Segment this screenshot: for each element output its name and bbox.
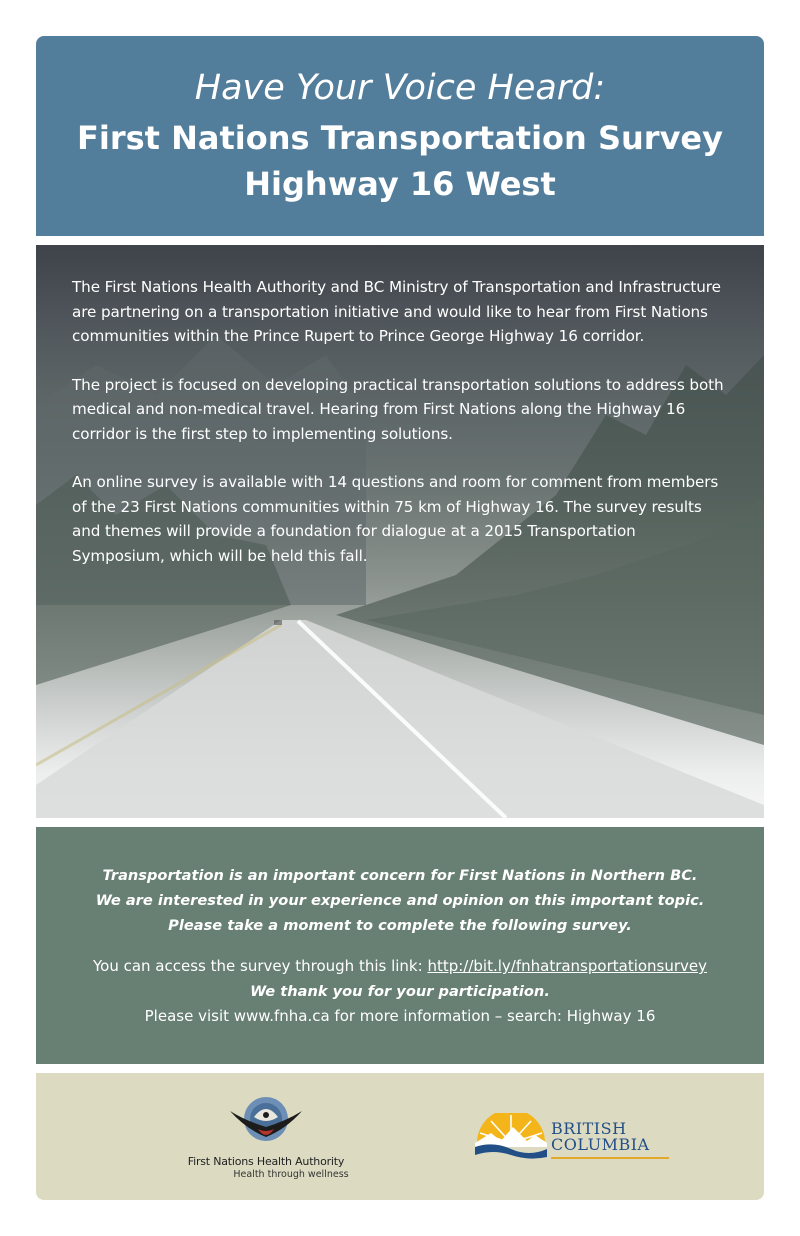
- survey-link[interactable]: http://bit.ly/fnhatransportationsurvey: [427, 957, 708, 975]
- access-prefix: You can access the survey through this link:: [92, 957, 428, 975]
- banner-kicker: Have Your Voice Heard:: [194, 68, 606, 108]
- fnha-logo: [166, 1095, 366, 1180]
- logos-footer: [36, 1073, 764, 1200]
- title-banner: [36, 36, 764, 236]
- fnha-name: First Nations Health Authority: [187, 1155, 345, 1168]
- bc-gold-rule: [551, 1157, 669, 1159]
- message-line-1: Transportation is an important concern for First Nations in Northern BC.: [102, 867, 698, 884]
- message-line-3: Please take a moment to complete the following survey.: [168, 917, 632, 934]
- access-line: [36, 954, 764, 979]
- bc-word-british: BRITISH: [551, 1119, 627, 1138]
- survey-message: [36, 827, 764, 1064]
- message-line-2: We are interested in your experience and opinion on this important topic.: [95, 892, 705, 909]
- intro-paragraph-2: The project is focused on developing practical transportation solutions to address both medical and non-medical travel. Hearing from First Nations along the Highway 16 corridor is the first step to implementing solutions.: [72, 375, 724, 443]
- fnha-emblem-icon: [226, 1095, 306, 1149]
- intro-paragraph-3: An online survey is available with 14 questions and room for comment from members of the 23 First Nations communities within 75 km of Highway 16. The survey results and themes will provide a foundation for dialogue at a 2015 Transportation Symposium, which will be held this fall.: [72, 473, 719, 565]
- highway-photo-section: [36, 245, 764, 818]
- banner-title: First Nations Transportation Survey: [77, 119, 723, 157]
- intro-text: [72, 275, 732, 592]
- visit-line: Please visit www.fnha.ca for more information – search: Highway 16: [144, 1007, 656, 1025]
- intro-paragraph-1: The First Nations Health Authority and BC Ministry of Transportation and Infrastructure are partnering on a transportation initiative and would like to hear from First Nations communities within the Prince Rupert to Prince George Highway 16 corridor.: [72, 278, 721, 345]
- bc-sun-icon: [473, 1113, 549, 1161]
- bc-logo: [473, 1113, 673, 1173]
- bc-word-columbia: COLUMBIA: [551, 1135, 650, 1154]
- banner-subtitle: Highway 16 West: [244, 165, 556, 203]
- thanks-line: We thank you for your participation.: [250, 983, 550, 1000]
- fnha-tagline: Health through wellness: [233, 1169, 349, 1180]
